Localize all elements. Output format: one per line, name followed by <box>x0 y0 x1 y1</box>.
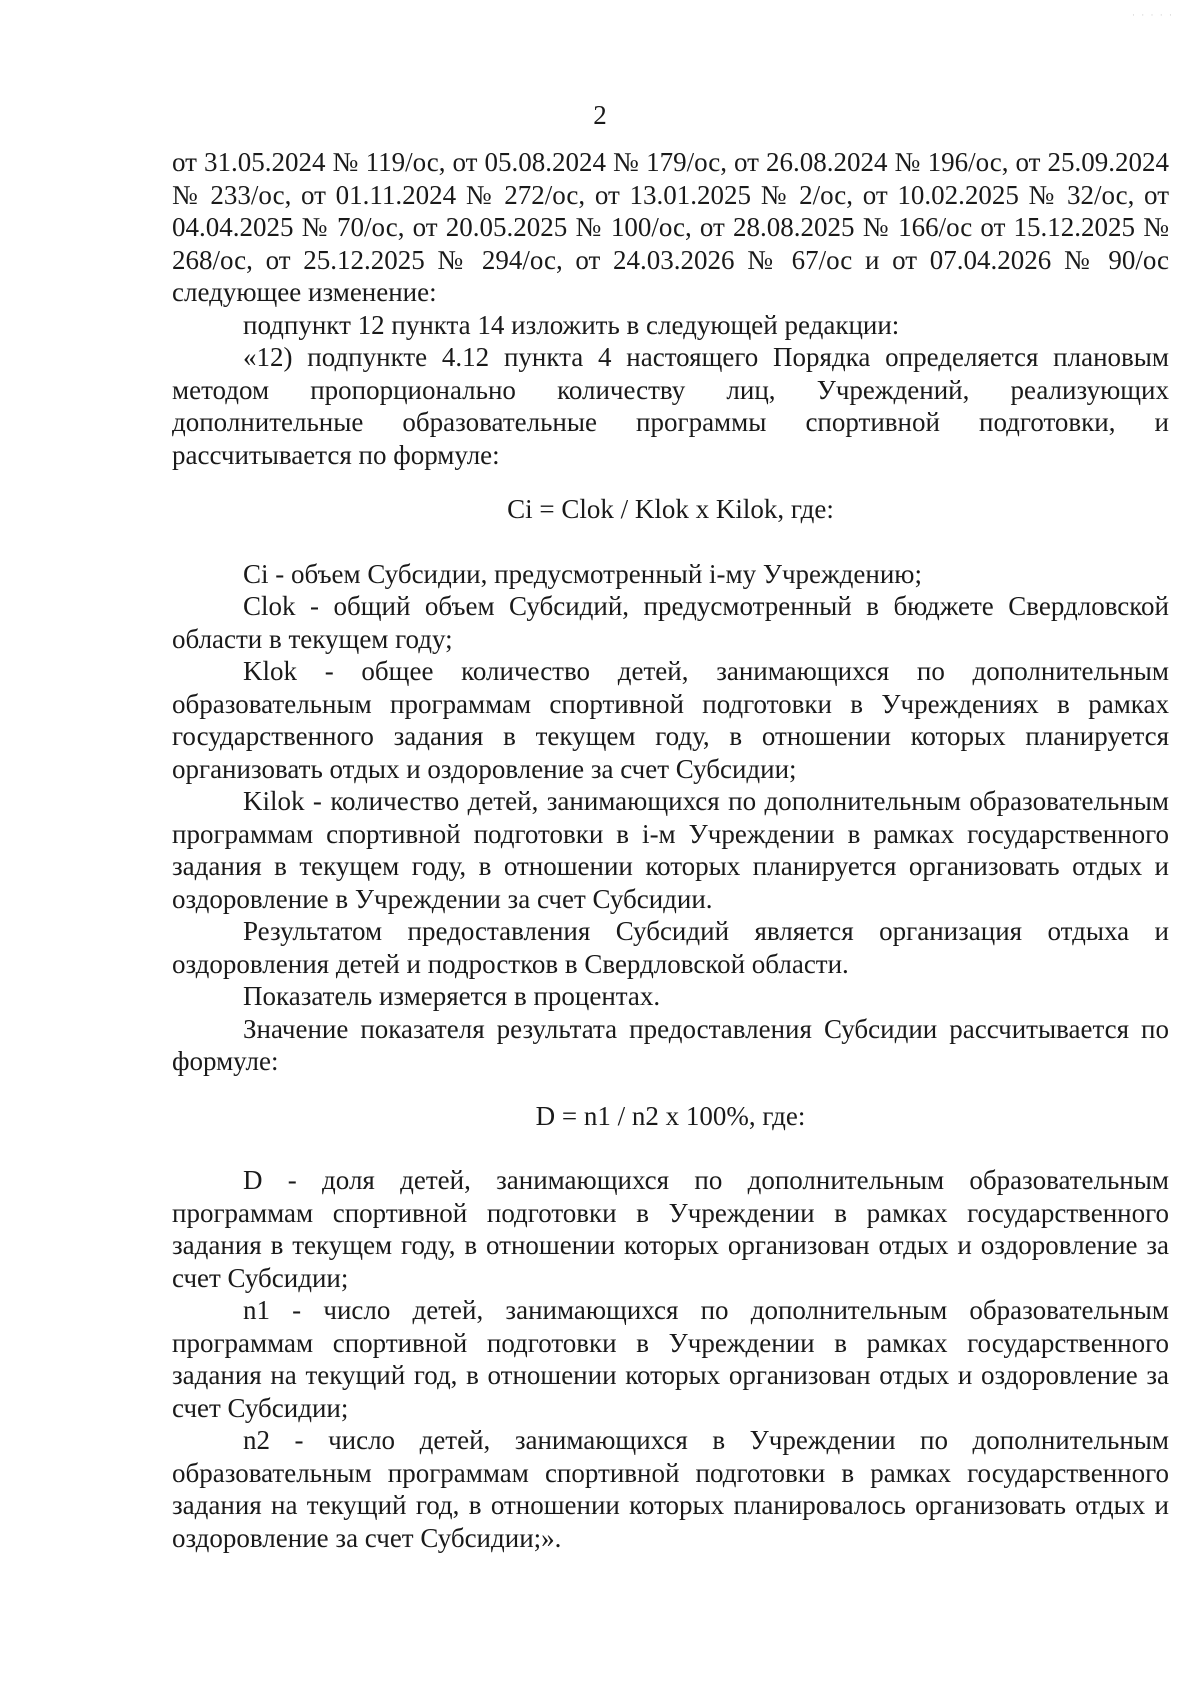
scan-artifact: · · · · · <box>1132 10 1174 20</box>
spacer <box>172 526 1169 558</box>
definition-klok: Klok - общее количество детей, занимающихся по дополнительным образовательным программам спортивной подготовки в Учреждениях в рамках государственного задания в текущем году, в отношении которых планируется организовать отдых и оздоровление за счет Субсидии; <box>172 656 1169 784</box>
spacer <box>172 471 1169 493</box>
paragraph-subpoint-12: «12) подпункте 4.12 пункта 4 настоящего Порядка определяется плановым методом пропорционально количеству лиц, Учреждений, реализующих дополнительные образовательные программы спортивной подготовки, и рассчитывается по формуле: <box>172 342 1169 470</box>
spacer <box>172 1078 1169 1100</box>
definition-ci: Ci - объем Субсидии, предусмотренный i-му Учреждению; <box>243 558 922 589</box>
definition-clok: Clok - общий объем Субсидий, предусмотренный в бюджете Свердловской области в текущем году; <box>172 591 1169 654</box>
formula-ci: Ci = Clok / Klok x Kilok, где: <box>507 494 834 524</box>
definition-d: D - доля детей, занимающихся по дополнительным образовательным программам спортивной подготовки в Учреждении в рамках государственного задания в текущем году, в отношении которых организован отдых и оздоровление за счет Субсидии; <box>172 1165 1169 1293</box>
page-number: 2 <box>593 100 607 130</box>
formula-d: D = n1 / n2 x 100%, где: <box>535 1100 806 1131</box>
definition-n2: n2 - число детей, занимающихся в Учреждении по дополнительным образовательным программам спортивной подготовки в рамках государственного задания на текущий год, в отношении которых планировалось организовать отдых и оздоровление за счет Субсидии;». <box>172 1425 1169 1553</box>
paragraph-indicator-unit: Показатель измеряется в процентах. <box>243 981 661 1011</box>
spacer <box>172 1132 1169 1164</box>
document-body <box>172 146 1169 1554</box>
paragraph-indicator-formula-intro: Значение показателя результата предоставления Субсидии рассчитывается по формуле: <box>172 1013 1169 1076</box>
paragraph-amendment-list: от 31.05.2024 № 119/ос, от 05.08.2024 № 179/ос, от 26.08.2024 № 196/ос, от 25.09.2024 № 233/ос, от 01.11.2024 № 272/ос, от 13.01.2025 № 2/ос, от 10.02.2025 № 32/ос, от 04.04.2025 № 70/ос, от 20.05.2025 № 100/ос, от 28.08.2025 № 166/ос от 15.12.2025 № 268/ос, от 25.12.2025 № 294/ос, от 24.03.2026 № 67/ос и от 07.04.2026 № 90/ос следующее изменение: <box>172 147 1169 307</box>
paragraph-instruction: подпункт 12 пункта 14 изложить в следующей редакции: <box>243 309 900 340</box>
definition-n1: n1 - число детей, занимающихся по дополнительным образовательным программам спортивной подготовки в Учреждении в рамках государственного задания на текущий год, в отношении которых организован отдых и оздоровление за счет Субсидии; <box>172 1295 1169 1423</box>
definition-kilok: Kilok - количество детей, занимающихся по дополнительным образовательным программам спортивной подготовки в i-м Учреждении в рамках государственного задания в текущем году, в отношении которых планируется организовать отдых и оздоровление в Учреждении за счет Субсидии. <box>172 786 1169 914</box>
paragraph-result: Результатом предоставления Субсидий является организация отдыха и оздоровления детей и подростков в Свердловской области. <box>172 916 1169 979</box>
